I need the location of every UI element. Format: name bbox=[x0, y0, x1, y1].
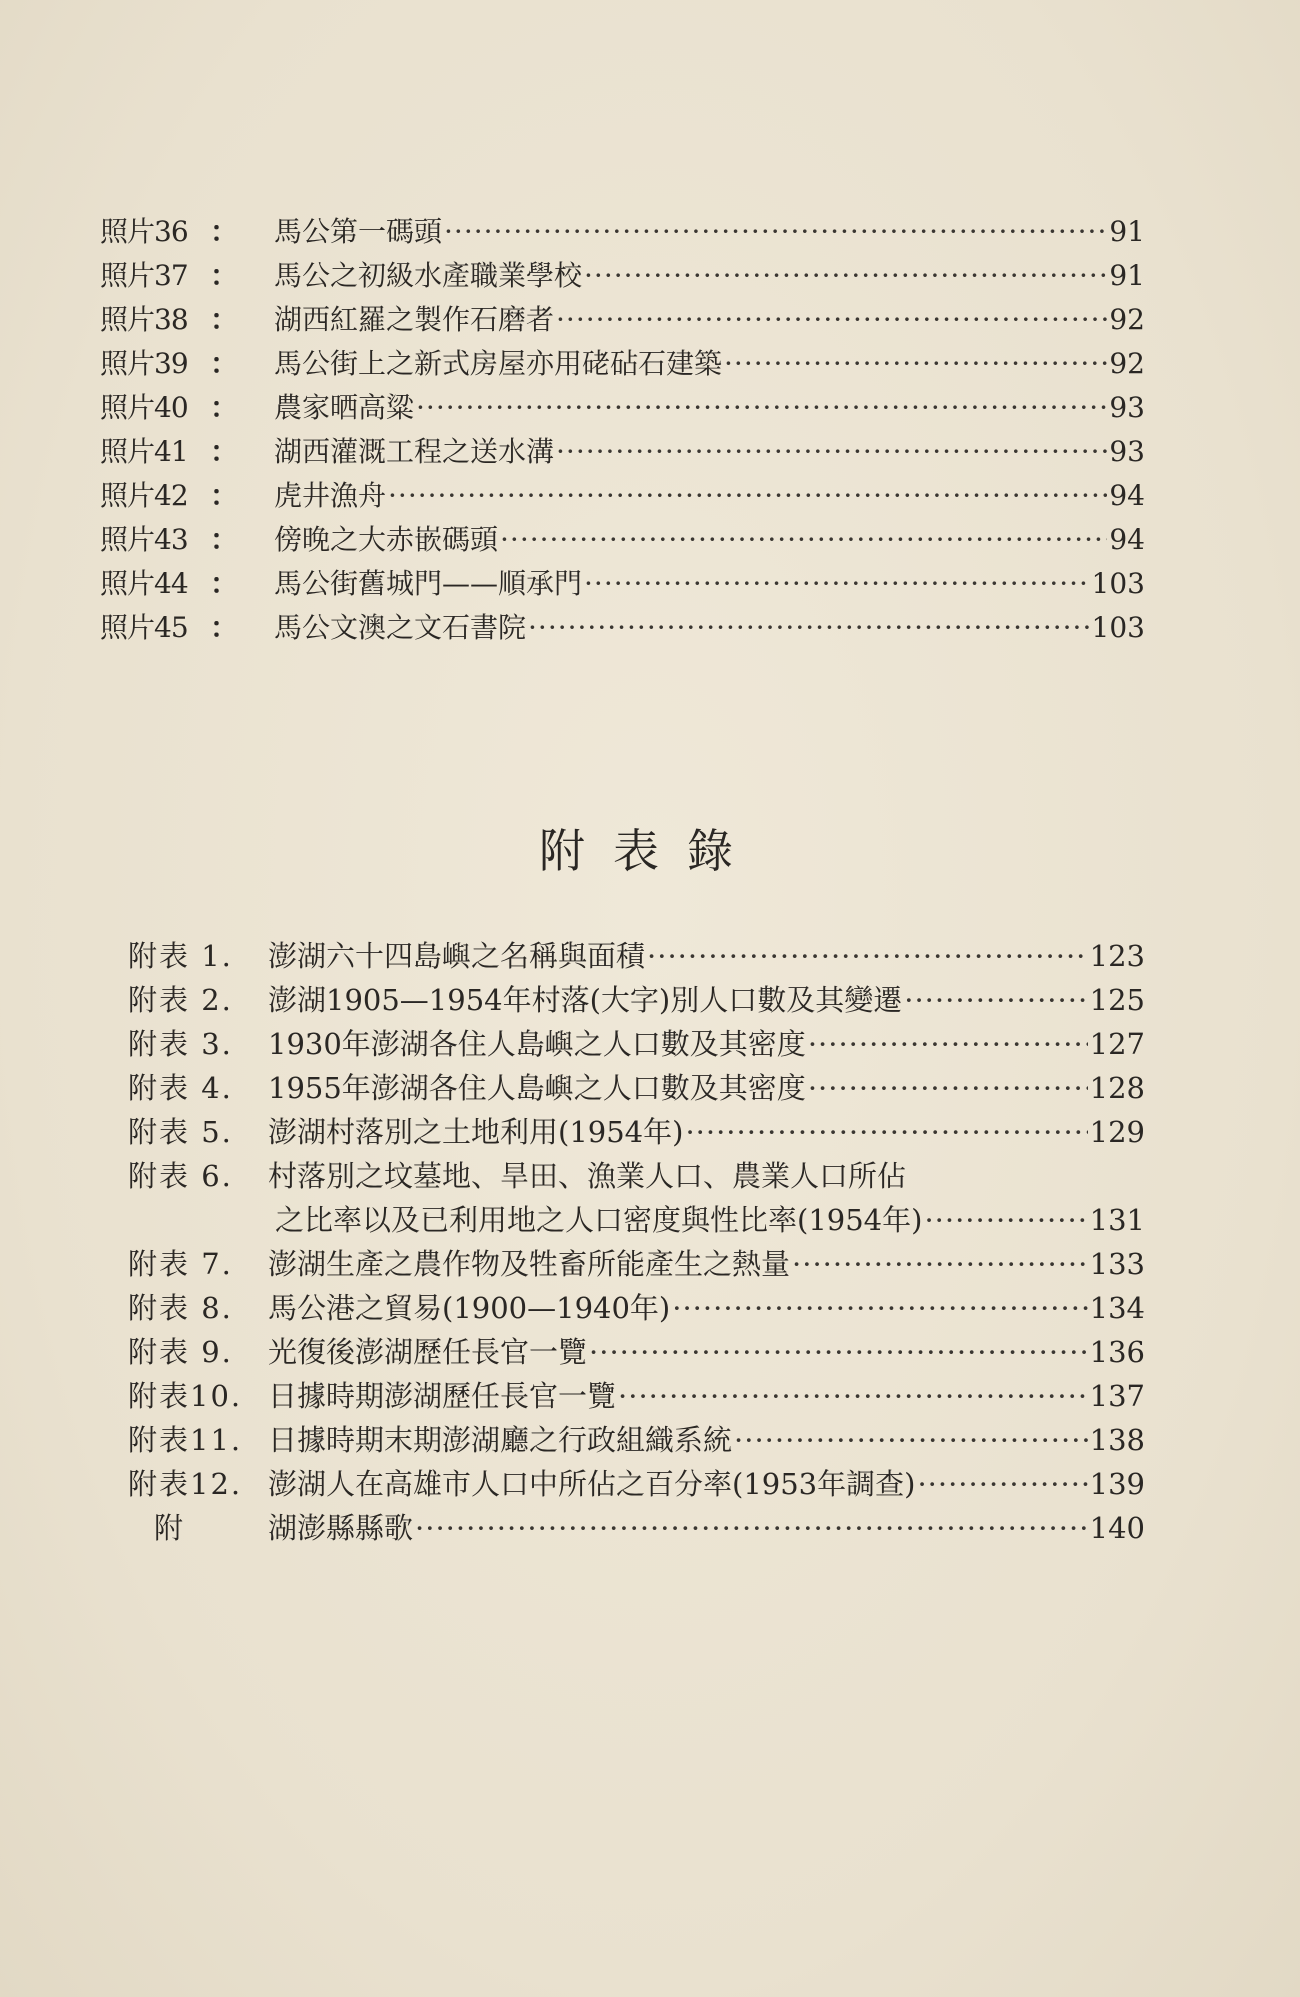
page-number: 93 bbox=[1109, 391, 1145, 424]
page-number: 92 bbox=[1109, 303, 1145, 336]
photo-title: 農家晒高粱 bbox=[274, 391, 415, 424]
leader-dots bbox=[556, 300, 1107, 340]
appendix-title: 澎湖村落別之土地利用(1954年) bbox=[268, 1115, 684, 1149]
photo-label: 照片38 bbox=[100, 303, 188, 336]
photo-entry bbox=[100, 520, 1145, 560]
page-number: 139 bbox=[1089, 1467, 1145, 1501]
appendix-label: 附表12. bbox=[128, 1467, 243, 1501]
photo-label: 照片41 bbox=[100, 435, 188, 468]
photo-label: 照片40 bbox=[100, 391, 188, 424]
photo-colon: ： bbox=[210, 215, 239, 248]
page-number: 92 bbox=[1109, 347, 1145, 380]
page-number: 94 bbox=[1109, 479, 1145, 512]
appendix-entry bbox=[128, 1376, 1145, 1416]
leader-dots bbox=[924, 1200, 1087, 1240]
page-number: 129 bbox=[1089, 1115, 1145, 1149]
photo-title: 傍晚之大赤嵌碼頭 bbox=[274, 523, 499, 556]
page-number: 131 bbox=[1089, 1203, 1145, 1237]
photo-colon: ： bbox=[210, 435, 239, 468]
photo-label: 照片45 bbox=[100, 611, 188, 644]
leader-dots bbox=[500, 520, 1107, 560]
appendix-entry bbox=[128, 980, 1145, 1020]
leader-dots bbox=[904, 980, 1087, 1020]
leader-dots bbox=[444, 212, 1107, 252]
photo-entry bbox=[100, 212, 1145, 252]
appendix-label: 附表10. bbox=[128, 1379, 243, 1413]
appendix-title: 澎湖1905—1954年村落(大字)別人口數及其變遷 bbox=[268, 983, 903, 1017]
page-number: 127 bbox=[1089, 1027, 1145, 1061]
appendix-label: 附 bbox=[154, 1511, 186, 1545]
page-number: 94 bbox=[1109, 523, 1145, 556]
photo-colon: ： bbox=[210, 523, 239, 556]
photo-label: 照片42 bbox=[100, 479, 188, 512]
photo-title: 馬公之初級水產職業學校 bbox=[274, 259, 583, 292]
appendix-title: 澎湖六十四島嶼之名稱與面積 bbox=[268, 939, 646, 973]
photo-entry bbox=[100, 256, 1145, 296]
appendix-entry bbox=[128, 1244, 1145, 1284]
photo-title: 馬公街上之新式房屋亦用硓砧石建築 bbox=[274, 347, 723, 380]
appendix-title: 日據時期澎湖歷任長官一覽 bbox=[268, 1379, 617, 1413]
appendix-label: 附表 4. bbox=[128, 1071, 233, 1105]
photo-label: 照片36 bbox=[100, 215, 188, 248]
leader-dots bbox=[584, 564, 1090, 604]
leader-dots bbox=[416, 388, 1107, 428]
leader-dots bbox=[589, 1332, 1088, 1372]
leader-dots bbox=[917, 1464, 1087, 1504]
appendix-label: 附表 7. bbox=[128, 1247, 233, 1281]
leader-dots bbox=[724, 344, 1107, 384]
leader-dots bbox=[388, 476, 1107, 516]
appendix-entry-continuation bbox=[275, 1200, 1145, 1240]
appendix-heading: 附表錄 bbox=[539, 824, 761, 878]
appendix-title-continuation: 之比率以及已利用地之人口密度與性比率(1954年) bbox=[275, 1203, 923, 1237]
page-number: 123 bbox=[1089, 939, 1145, 973]
page-number: 125 bbox=[1089, 983, 1145, 1017]
appendix-title: 湖澎縣縣歌 bbox=[268, 1511, 414, 1545]
page-number: 128 bbox=[1089, 1071, 1145, 1105]
page-number: 133 bbox=[1089, 1247, 1145, 1281]
leader-dots bbox=[556, 432, 1107, 472]
page-number: 137 bbox=[1089, 1379, 1145, 1413]
photo-colon: ： bbox=[210, 479, 239, 512]
leader-dots bbox=[415, 1508, 1088, 1548]
photo-title: 虎井漁舟 bbox=[274, 479, 387, 512]
page-number: 103 bbox=[1091, 567, 1145, 600]
photo-colon: ： bbox=[210, 567, 239, 600]
appendix-label: 附表 6. bbox=[128, 1159, 233, 1193]
page-number: 134 bbox=[1089, 1291, 1145, 1325]
appendix-entry bbox=[128, 1332, 1145, 1372]
appendix-title: 光復後澎湖歷任長官一覽 bbox=[268, 1335, 588, 1369]
photo-colon: ： bbox=[210, 391, 239, 424]
appendix-entry bbox=[128, 936, 1145, 976]
appendix-label: 附表 1. bbox=[128, 939, 233, 973]
appendix-entry bbox=[128, 1508, 1145, 1548]
leader-dots bbox=[808, 1068, 1088, 1108]
appendix-entry bbox=[128, 1288, 1145, 1328]
appendix-title: 馬公港之貿易(1900—1940年) bbox=[268, 1291, 671, 1325]
page-number: 93 bbox=[1109, 435, 1145, 468]
appendix-entry bbox=[128, 1156, 1145, 1196]
photo-label: 照片44 bbox=[100, 567, 188, 600]
appendix-label: 附表 8. bbox=[128, 1291, 233, 1325]
leader-dots bbox=[647, 936, 1088, 976]
appendix-label: 附表 2. bbox=[128, 983, 233, 1017]
appendix-title: 村落別之坟墓地、旱田、漁業人口、農業人口所佔 bbox=[268, 1159, 907, 1193]
photo-label: 照片37 bbox=[100, 259, 188, 292]
photo-entry bbox=[100, 476, 1145, 516]
leader-dots bbox=[584, 256, 1107, 296]
page-number: 91 bbox=[1109, 259, 1145, 292]
page-number: 136 bbox=[1089, 1335, 1145, 1369]
appendix-label: 附表 5. bbox=[128, 1115, 233, 1149]
photo-title: 湖西灌溉工程之送水溝 bbox=[274, 435, 555, 468]
appendix-entry bbox=[128, 1420, 1145, 1460]
page-number: 140 bbox=[1089, 1511, 1145, 1545]
appendix-title: 澎湖生產之農作物及牲畜所能產生之熱量 bbox=[268, 1247, 791, 1281]
photo-label: 照片39 bbox=[100, 347, 188, 380]
photo-entry bbox=[100, 388, 1145, 428]
photo-entry bbox=[100, 432, 1145, 472]
photo-label: 照片43 bbox=[100, 523, 188, 556]
appendix-label: 附表 3. bbox=[128, 1027, 233, 1061]
appendix-label: 附表11. bbox=[128, 1423, 243, 1457]
photo-entry bbox=[100, 608, 1145, 648]
appendix-title: 1955年澎湖各住人島嶼之人口數及其密度 bbox=[268, 1071, 806, 1105]
appendix-entry bbox=[128, 1112, 1145, 1152]
leader-dots bbox=[528, 608, 1090, 648]
appendix-title: 日據時期末期澎湖廳之行政組織系統 bbox=[268, 1423, 733, 1457]
page-number: 91 bbox=[1109, 215, 1145, 248]
appendix-entry bbox=[128, 1068, 1145, 1108]
leader-dots bbox=[734, 1420, 1088, 1460]
leader-dots bbox=[618, 1376, 1088, 1416]
leader-dots bbox=[792, 1244, 1088, 1284]
appendix-entry bbox=[128, 1464, 1145, 1504]
photo-colon: ： bbox=[210, 347, 239, 380]
appendix-entry bbox=[128, 1024, 1145, 1064]
appendix-title: 1930年澎湖各住人島嶼之人口數及其密度 bbox=[268, 1027, 806, 1061]
photo-title: 馬公第一碼頭 bbox=[274, 215, 443, 248]
leader-dots bbox=[672, 1288, 1087, 1328]
photo-title: 馬公街舊城門——順承門 bbox=[274, 567, 583, 600]
photo-entry bbox=[100, 564, 1145, 604]
leader-dots bbox=[685, 1112, 1087, 1152]
photo-colon: ： bbox=[210, 611, 239, 644]
photo-title: 湖西紅羅之製作石磨者 bbox=[274, 303, 555, 336]
appendix-label: 附表 9. bbox=[128, 1335, 233, 1369]
photo-title: 馬公文澳之文石書院 bbox=[274, 611, 527, 644]
photo-colon: ： bbox=[210, 303, 239, 336]
leader-dots bbox=[808, 1024, 1088, 1064]
appendix-title: 澎湖人在高雄市人口中所佔之百分率(1953年調查) bbox=[268, 1467, 916, 1501]
page-number: 103 bbox=[1091, 611, 1145, 644]
page-number: 138 bbox=[1089, 1423, 1145, 1457]
photo-colon: ： bbox=[210, 259, 239, 292]
photo-entry bbox=[100, 344, 1145, 384]
photo-entry bbox=[100, 300, 1145, 340]
